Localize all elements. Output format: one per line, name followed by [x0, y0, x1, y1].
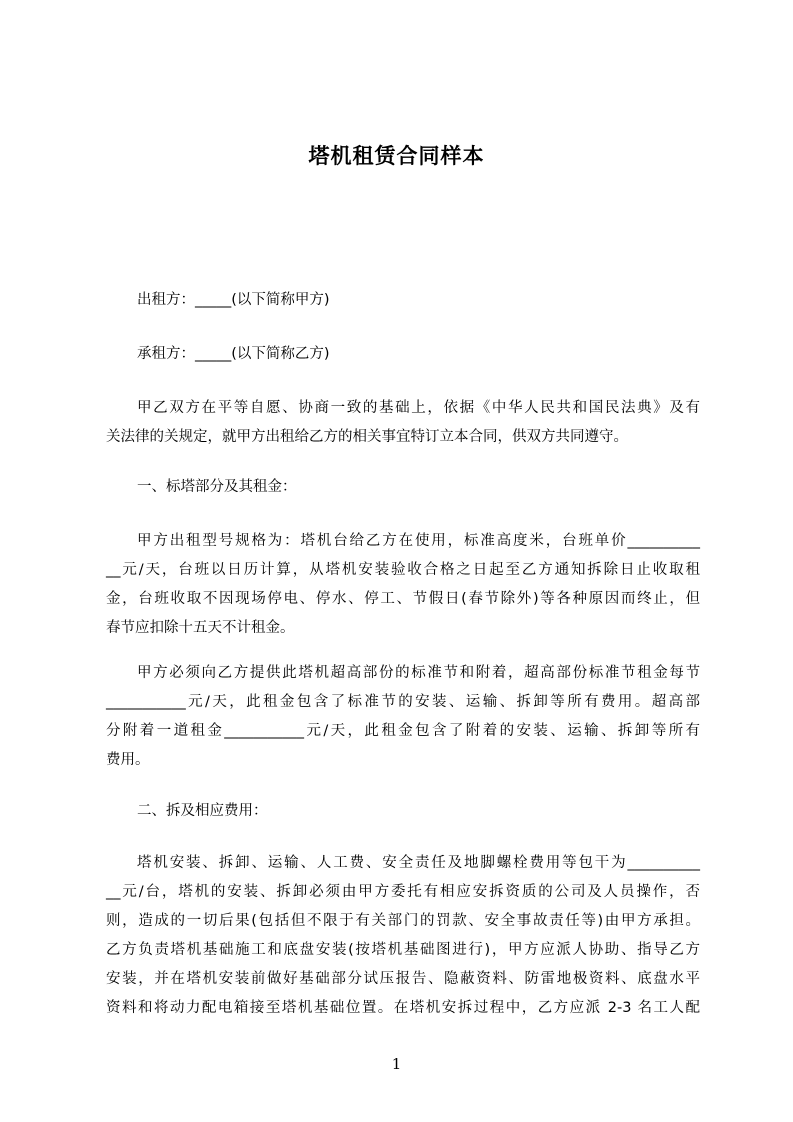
section-1-paragraph-1-line: 甲方出租型号规格为：塔机台给乙方在使用，标准高度米，台班单价__________	[137, 533, 700, 549]
document-title: 塔机租赁合同样本	[308, 144, 485, 168]
section-1-paragraph-1-line: 金，台班收取不因现场停电、停水、停工、节假日(春节除外)等各种原因而终止，但	[106, 591, 700, 607]
section-2-paragraph-1-line: __元/台，塔机的安装、拆卸必须由甲方委托有相应安拆资质的公司及人员操作，否	[106, 884, 700, 900]
section-1-paragraph-1-line: __元/天，台班以日历计算，从塔机安装验收合格之日起至乙方通知拆除日止收取租	[106, 562, 700, 578]
section-2-paragraph-1-line: 则，造成的一切后果(包括但不限于有关部门的罚款、安全事故责任等)由甲方承担。	[106, 913, 700, 929]
page-number: 1	[391, 1055, 402, 1073]
lessor-line: 出租方：_____(以下简称甲方)	[137, 292, 330, 308]
section-1-paragraph-2-line: ___________元/天，此租金包含了标准节的安装、运输、拆卸等所有费用。超高部	[106, 694, 700, 710]
section-1-heading: 一、标塔部分及其租金：	[137, 479, 297, 495]
intro-line: 甲乙双方在平等自愿、协商一致的基础上，依据《中华人民共和国民法典》及有	[137, 400, 700, 416]
section-2-paragraph-1-line: 资料和将动力配电箱接至塔机基础位置。在塔机安拆过程中，乙方应派 2-3 名工人配	[106, 1000, 700, 1016]
section-1-paragraph-2-line: 甲方必须向乙方提供此塔机超高部份的标准节和附着，超高部份标准节租金每节	[137, 665, 700, 681]
section-2-heading: 二、拆及相应费用：	[137, 803, 268, 819]
lessee-line: 承租方：_____(以下简称乙方)	[137, 346, 330, 362]
section-1-paragraph-1-line: 春节应扣除十五天不计租金。	[106, 620, 295, 636]
section-1-paragraph-2-line: 分附着一道租金___________元/天，此租金包含了附着的安装、运输、拆卸等所有	[106, 723, 700, 739]
intro-line: 关法律的关规定，就甲方出租给乙方的相关事宜特订立本合同，供双方共同遵守。	[106, 429, 628, 445]
section-2-paragraph-1-line: 乙方负责塔机基础施工和底盘安装(按塔机基础图进行)，甲方应派人协助、指导乙方	[106, 942, 700, 958]
section-2-paragraph-1-line: 塔机安装、拆卸、运输、人工费、安全责任及地脚螺栓费用等包干为__________	[137, 855, 700, 871]
section-2-paragraph-1-line: 安装，并在塔机安装前做好基础部分试压报告、隐蔽资料、防雷地极资料、底盘水平	[106, 971, 700, 987]
section-1-paragraph-2-line: 费用。	[106, 752, 150, 768]
